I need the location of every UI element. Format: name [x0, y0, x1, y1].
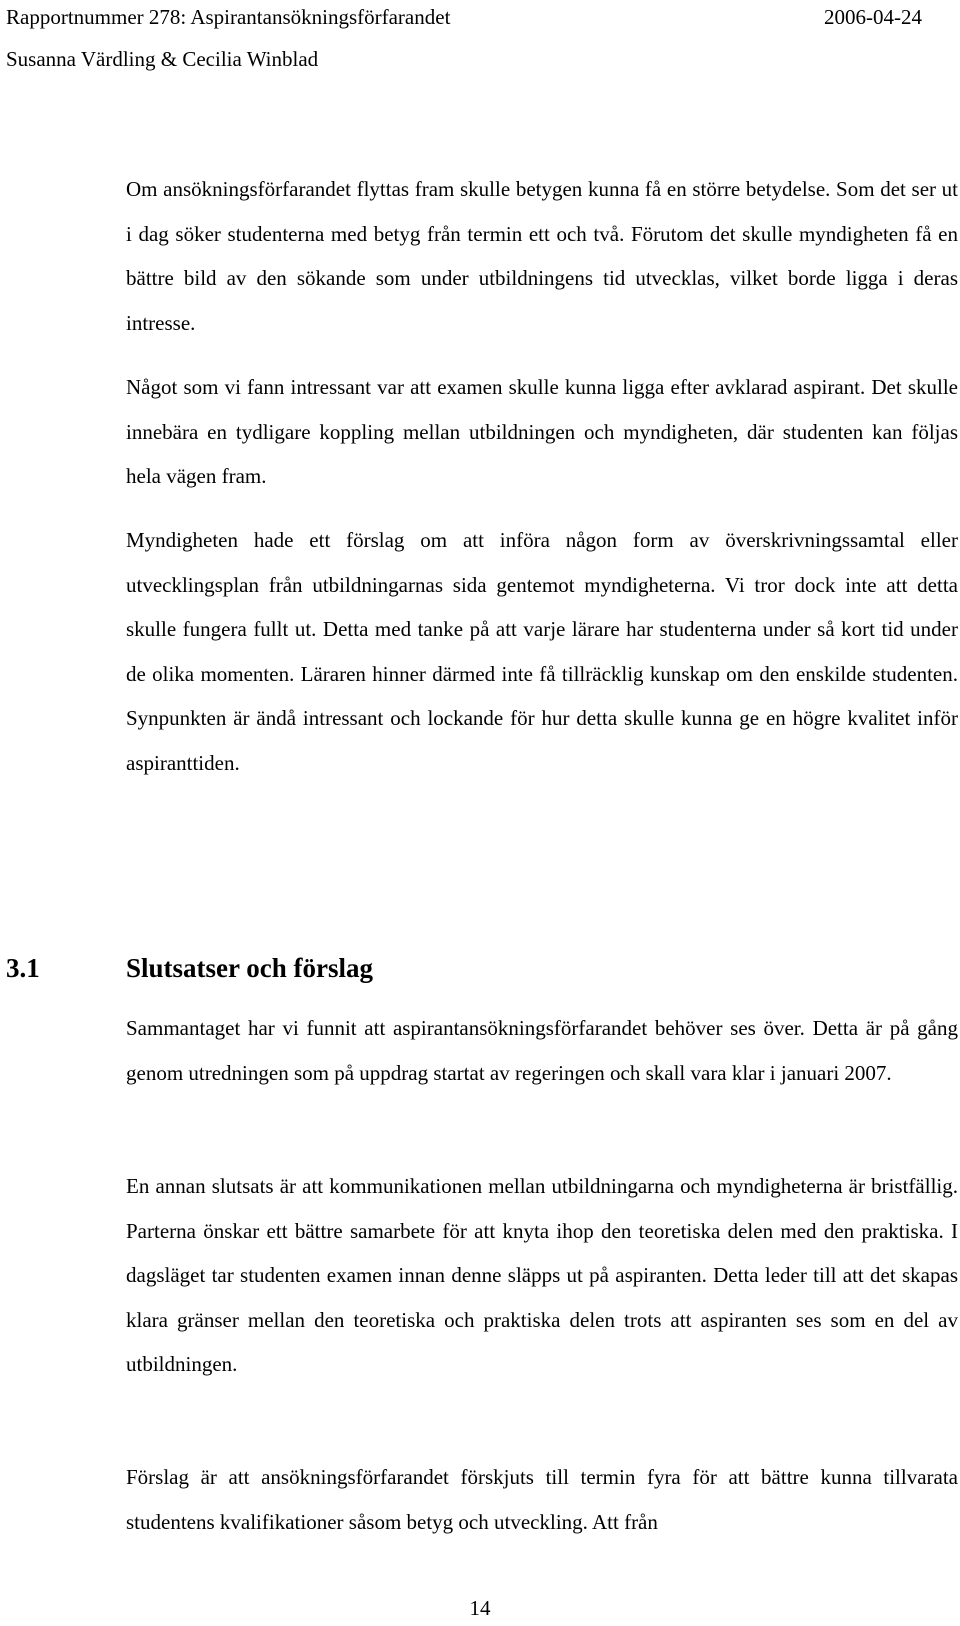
header-top-row — [6, 2, 922, 32]
paragraph-betygen: Om ansökningsförfarandet flyttas fram skulle betygen kunna få en större betydelse. Som det ser ut i dag söker studenterna med betyg från termin ett och två. Förutom det skulle myndigheten få en bättre bild av den sökande som under utbildningens tid utvecklas, vilket borde ligga i deras intresse. — [126, 177, 958, 335]
page-header — [6, 2, 922, 74]
paragraph-sammantaget: Sammantaget har vi funnit att aspirantansökningsförfarandet behöver ses över. Detta är på gång genom utredningen som på uppdrag startat av regeringen och skall vara klar i januari 2007. — [126, 1016, 958, 1085]
header-bottom-row — [6, 44, 922, 74]
section-number: 3.1 — [6, 953, 40, 983]
paragraph-examen: Något som vi fann intressant var att examen skulle kunna ligga efter avklarad aspirant. Det skulle innebära en tydligare koppling mellan utbildningen och myndigheten, där studenten kan följas hela vägen fram. — [126, 375, 958, 488]
paragraph-myndigheten-forslag: Myndigheten hade ett förslag om att införa någon form av överskrivningssamtal eller utvecklingsplan från utbildningarnas sida gentemot myndigheterna. Vi tror dock inte att detta skulle fungera fullt ut. Detta med tanke på att varje lärare har studenterna under så kort tid under de olika momenten. Läraren hinner därmed inte få tillräcklig kunskap om den enskilde studenten. Synpunkten är ändå intressant och lockande för hur detta skulle kunna ge en högre kvalitet inför aspiranttiden. — [126, 528, 958, 775]
page-number: 14 — [469, 1596, 491, 1620]
section-title: Slutsatser och förslag — [126, 953, 373, 983]
report-date: 2006-04-24 — [824, 5, 922, 29]
report-title: Rapportnummer 278: Aspirantansökningsförfarandet — [6, 5, 451, 29]
paragraph-forslag: Förslag är att ansökningsförfarandet förskjuts till termin fyra för att bättre kunna tillvarata studentens kvalifikationer såsom betyg och utveckling. Att från — [126, 1465, 958, 1534]
paragraph-kommunikationen: En annan slutsats är att kommunikationen mellan utbildningarna och myndigheterna är bristfällig. Parterna önskar ett bättre samarbete för att knyta ihop den teoretiska delen med den praktiska. I dagsläget tar studenten examen innan denne släpps ut på aspiranten. Detta leder till att det skapas klara gränser mellan den teoretiska och praktiska delen trots att aspiranten ses som en del av utbildningen. — [126, 1174, 958, 1376]
report-authors: Susanna Värdling & Cecilia Winblad — [6, 47, 319, 71]
